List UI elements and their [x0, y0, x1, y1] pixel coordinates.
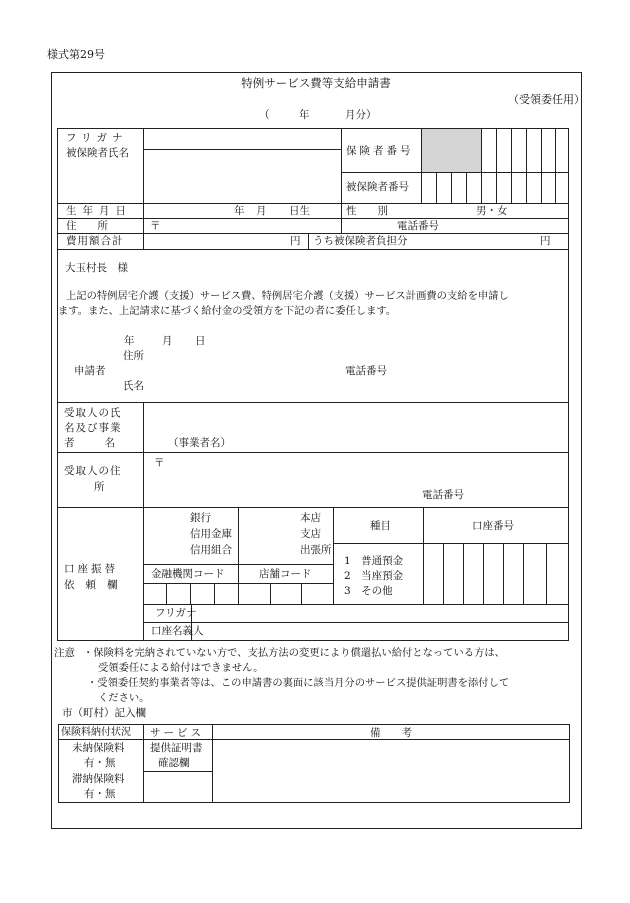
- applicant-address-label: 住所: [123, 350, 144, 362]
- address-label: 住 所: [66, 220, 108, 232]
- recipient-address-label-2: 所: [94, 481, 105, 493]
- burden-label: うち被保険者負担分: [313, 235, 408, 247]
- service-label-2: 提供証明書: [150, 742, 203, 754]
- phone-label: 電話番号: [397, 220, 439, 232]
- remarks-label: 備 考: [370, 727, 412, 739]
- account-kind-1: 1 普通預金: [344, 555, 404, 567]
- application-body-line2: ます。また、上記請求に基づく給付金の受領方を下記の者に委任します。: [58, 305, 397, 317]
- holder-furigana-label: フリガナ: [155, 607, 197, 619]
- total-cost-yen: 円: [290, 235, 301, 247]
- delinquent-options: 有・無: [84, 788, 116, 800]
- application-date-year: 年: [124, 335, 135, 347]
- branch-type-branch: 支店: [300, 528, 321, 540]
- recipient-name-label-2: 名及び事業: [64, 422, 122, 434]
- account-number-label: 口座番号: [472, 520, 514, 532]
- form-number: 様式第29号: [47, 48, 105, 61]
- branch-code-label: 店舗コード: [259, 568, 312, 580]
- account-kind-label: 種目: [370, 520, 391, 532]
- recipient-postal-mark: 〒: [154, 457, 165, 469]
- insurer-number-shaded-cells: [421, 129, 481, 172]
- application-body-line1: 上記の特例居宅介護（支援）サービス費、特例居宅介護（支援）サービス計画費の支給を申請し: [66, 290, 509, 302]
- burden-yen: 円: [540, 235, 551, 247]
- bank-type-bank: 銀行: [190, 512, 211, 524]
- unpaid-label: 未納保険料: [72, 742, 125, 754]
- form-title: 特例サービス費等支給申請書: [241, 76, 391, 90]
- institution-code-label: 金融機関コード: [151, 568, 225, 580]
- insured-name-label: 被保険者氏名: [66, 147, 129, 159]
- note1-line1: ・保険料を完納されていない方で、支払方法の変更により償還払い給付となっている方は、: [83, 647, 505, 659]
- birth-day: 日生: [289, 205, 310, 217]
- application-date-day: 日: [195, 335, 206, 347]
- sex-label: 性 別: [346, 205, 388, 217]
- total-cost-label: 費用額合計: [66, 235, 124, 247]
- insured-number-label: 被保険者番号: [346, 181, 409, 193]
- recipient-name-label-1: 受取人の氏: [64, 407, 122, 419]
- service-label-3: 確認欄: [158, 757, 190, 769]
- delinquent-label: 滞納保険料: [72, 773, 125, 785]
- account-kind-2: 2 当座預金: [344, 570, 404, 582]
- recipient-address-label-1: 受取人の住: [64, 465, 122, 477]
- period-open: （: [259, 109, 270, 121]
- birth-year: 年: [234, 205, 245, 217]
- insurer-number-label: 保険者番号: [346, 145, 414, 157]
- service-label-1: サービス: [150, 727, 204, 739]
- applicant-label: 申請者: [74, 365, 106, 377]
- form-subtitle: （受領委任用）: [508, 93, 585, 106]
- bank-section-label-2: 依頼欄: [64, 579, 129, 591]
- branch-type-office: 出張所: [300, 544, 332, 556]
- office-table: [58, 724, 570, 803]
- unpaid-options: 有・無: [84, 757, 116, 769]
- holder-name-label: 口座名義人: [151, 625, 204, 637]
- sex-options: 男・女: [476, 205, 508, 217]
- bank-type-kumiai: 信用組合: [190, 544, 232, 556]
- application-date-month: 月: [162, 335, 173, 347]
- note1-line2: 受領委任による給付はできません。: [98, 662, 264, 674]
- bank-section-label-1: 口座振替: [64, 563, 118, 575]
- birth-month: 月: [256, 205, 267, 217]
- notes-heading: 注意: [54, 647, 75, 659]
- applicant-phone-label: 電話番号: [345, 365, 387, 377]
- applicant-name-label: 氏名: [123, 380, 144, 392]
- bank-type-shinkin: 信用金庫: [190, 528, 232, 540]
- postal-mark: 〒: [150, 220, 161, 232]
- addressee: 大玉村長 様: [65, 262, 128, 274]
- birthdate-label: 生年月日: [66, 205, 132, 217]
- furigana-label: フリガナ: [66, 132, 128, 144]
- account-kind-3: 3 その他: [344, 585, 393, 597]
- period-year: 年: [299, 109, 310, 121]
- business-name-label: （事業者名）: [168, 437, 231, 449]
- note2-line2: ください。: [98, 692, 150, 704]
- branch-type-main: 本店: [300, 512, 321, 524]
- period-month-close: 月分）: [345, 109, 377, 121]
- recipient-name-label-3: 者 名: [64, 437, 118, 449]
- recipient-phone-label: 電話番号: [422, 489, 464, 501]
- note2-line1: ・受領委任契約事業者等は、この申請書の裏面に該当月分のサービス提供証明書を添付して: [87, 677, 510, 689]
- payment-status-label: 保険料納付状況: [61, 727, 131, 738]
- office-section-title: 市（町村）記入欄: [62, 707, 146, 719]
